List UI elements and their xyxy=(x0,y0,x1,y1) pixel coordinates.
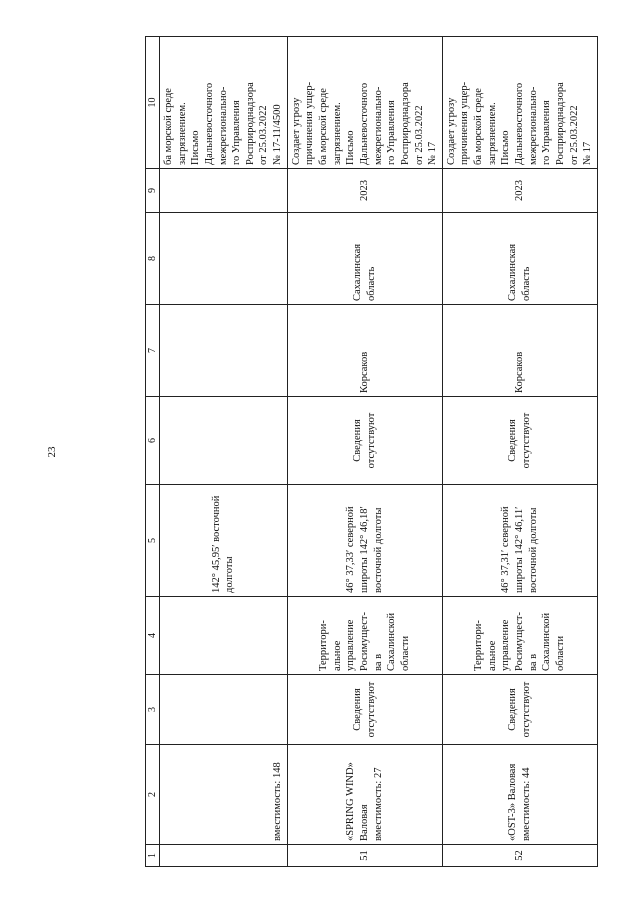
cell-col3: Сведения отсутствуют xyxy=(442,675,597,745)
cell-col6 xyxy=(160,397,288,485)
notes-line: Письмо xyxy=(190,130,202,165)
rotated-table-wrapper xyxy=(145,37,594,867)
notes-line: ба морской среде xyxy=(318,88,330,165)
region: Сахалинская область xyxy=(442,213,597,305)
header-cell: 3 xyxy=(146,675,160,745)
notes-line: Письмо xyxy=(345,130,357,165)
cell-col4 xyxy=(160,597,288,675)
year: 2023 xyxy=(442,169,597,213)
cell-col6: Сведения отсутствуют xyxy=(442,397,597,485)
owner xyxy=(442,597,597,675)
header-cell: 10 xyxy=(146,37,160,169)
notes-line: № 17 xyxy=(427,141,439,165)
location: Корсаков xyxy=(442,305,597,397)
notes-line: го Управления xyxy=(386,100,398,165)
notes-line: загрязнением. xyxy=(331,102,343,165)
cell-col7 xyxy=(160,305,288,397)
coordinates: 46° 37,31′ северной широты 142° 46,11′ восточной долготы xyxy=(442,485,597,597)
region: Сахалинская область xyxy=(287,213,442,305)
table-row xyxy=(442,37,597,867)
header-cell: 8 xyxy=(146,213,160,305)
notes-line: Создает угрозу xyxy=(445,97,457,165)
notes-line: го Управления xyxy=(541,100,553,165)
header-cell: 7 xyxy=(146,305,160,397)
notes-line: межрегионально- xyxy=(527,86,539,165)
vessel-name: «OST-3» Валовая вместимость: 44 xyxy=(442,745,597,845)
page-number: 23 xyxy=(46,446,58,458)
notes xyxy=(442,37,597,169)
notes-line: ба морской среде xyxy=(473,88,485,165)
notes-line: Дальневосточного xyxy=(203,82,215,165)
cell-col6: Сведения отсутствуют xyxy=(287,397,442,485)
notes-line: Росприроднадзора xyxy=(244,82,256,165)
notes-line: причинения ущер- xyxy=(459,81,471,165)
owner-line: ва в xyxy=(527,653,539,671)
notes-line: от 25.03.2022 xyxy=(568,105,580,165)
header-cell: 4 xyxy=(146,597,160,675)
owner-line: Территори- xyxy=(473,620,485,671)
row-number xyxy=(160,845,288,867)
row-number: 51 xyxy=(287,845,442,867)
owner xyxy=(287,597,442,675)
header-row xyxy=(146,37,160,867)
header-cell: 1 xyxy=(146,845,160,867)
owner-line: области xyxy=(399,635,411,671)
header-cell: 9 xyxy=(146,169,160,213)
cell-col3 xyxy=(160,675,288,745)
notes-line: межрегионально- xyxy=(217,86,229,165)
owner-line: Сахалинской xyxy=(541,612,553,671)
header-cell: 5 xyxy=(146,485,160,597)
notes-line: № 17-11/4500 xyxy=(272,104,284,165)
notes-line: Письмо xyxy=(500,130,512,165)
notes-line: го Управления xyxy=(231,100,243,165)
cell-col9 xyxy=(160,169,288,213)
coordinates: 46° 37,33′ северной широты 142° 46,18′ восточной долготы xyxy=(287,485,442,597)
notes-line: Росприроднадзора xyxy=(399,82,411,165)
notes-line: № 17 xyxy=(582,141,594,165)
notes-line: Дальневосточного xyxy=(514,82,526,165)
owner-line: Росимущест- xyxy=(358,611,370,671)
notes xyxy=(287,37,442,169)
row-number: 52 xyxy=(442,845,597,867)
year: 2023 xyxy=(287,169,442,213)
notes-line: ба морской среде xyxy=(163,88,174,165)
table-row xyxy=(160,37,288,867)
notes-line: Дальневосточного xyxy=(358,82,370,165)
notes-line: от 25.03.2022 xyxy=(258,105,270,165)
owner-line: Сахалинской xyxy=(386,612,398,671)
notes-line: Росприроднадзора xyxy=(554,82,566,165)
owner-line: ва в xyxy=(372,653,384,671)
cell-col3: Сведения отсутствуют xyxy=(287,675,442,745)
coordinates: 142° 45,95′ восточной долготы xyxy=(160,485,288,597)
owner-line: Росимущест- xyxy=(514,611,526,671)
table-row xyxy=(287,37,442,867)
owner-line: области xyxy=(554,635,566,671)
owner-line: альное xyxy=(486,640,498,671)
owner-line: альное xyxy=(331,640,343,671)
notes-line: загрязнением. xyxy=(486,102,498,165)
owner-line: управление xyxy=(500,619,512,671)
location: Корсаков xyxy=(287,305,442,397)
owner-line: управление xyxy=(345,619,357,671)
notes-line: межрегионально- xyxy=(372,86,384,165)
vessel-name: «SPRING WIND» Валовая вместимость: 27 xyxy=(287,745,442,845)
notes-line: Создает угрозу xyxy=(290,97,302,165)
header-cell: 2 xyxy=(146,745,160,845)
vessel-name xyxy=(160,745,288,845)
owner-line: Территори- xyxy=(318,620,330,671)
registry-table xyxy=(145,36,598,867)
notes-line: от 25.03.2022 xyxy=(413,105,425,165)
cell-col8 xyxy=(160,213,288,305)
vessel-name-text: вместимость: 148 xyxy=(272,762,284,841)
notes-line: загрязнением. xyxy=(176,102,188,165)
header-cell: 6 xyxy=(146,397,160,485)
notes-line: причинения ущер- xyxy=(304,81,316,165)
notes xyxy=(160,37,288,169)
